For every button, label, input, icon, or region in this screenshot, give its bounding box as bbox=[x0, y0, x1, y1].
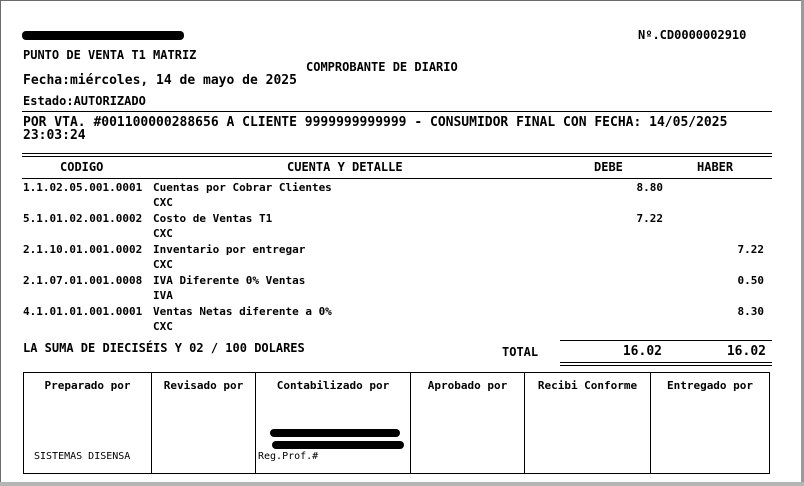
row-haber: 7.22 bbox=[737, 243, 764, 256]
signature-preparado bbox=[24, 373, 152, 473]
row-debe: 8.80 bbox=[636, 181, 663, 194]
description-line-1: POR VTA. #001100000288656 A CLIENTE 9999999999999 - CONSUMIDOR FINAL CON FECHA: 14/05/2025 bbox=[23, 115, 728, 130]
total-bottom-line bbox=[560, 362, 772, 363]
table-top-line-2 bbox=[22, 156, 772, 157]
signature-header: Revisado por bbox=[163, 379, 244, 392]
row-codigo: 2.1.10.01.001.0002 bbox=[23, 243, 143, 256]
fecha-label: Fecha:miércoles, 14 de mayo de 2025 bbox=[23, 73, 297, 88]
redacted-accountant-id bbox=[272, 441, 404, 449]
column-header-haber: HABER bbox=[697, 160, 734, 174]
row-codigo: 4.1.01.01.001.0001 bbox=[23, 305, 143, 318]
signature-table bbox=[23, 372, 770, 474]
row-codigo: 1.1.02.05.001.0001 bbox=[23, 181, 143, 194]
row-codigo: 5.1.01.02.001.0002 bbox=[23, 212, 143, 225]
signature-entregado bbox=[651, 373, 769, 473]
row-debe: 7.22 bbox=[636, 212, 663, 225]
table-top-line bbox=[22, 153, 772, 154]
total-top-line bbox=[560, 340, 772, 341]
description-line-2: 23:03:24 bbox=[23, 128, 86, 143]
signature-revisado bbox=[152, 373, 256, 473]
row-detalle: IVA bbox=[153, 289, 173, 302]
row-detalle: CXC bbox=[153, 227, 173, 240]
row-cuenta: Inventario por entregar bbox=[153, 243, 306, 256]
redacted-company-name bbox=[22, 31, 184, 40]
preparado-name: SISTEMAS DISENSA bbox=[34, 451, 131, 462]
total-debe: 16.02 bbox=[622, 344, 662, 359]
row-cuenta: Ventas Netas diferente a 0% bbox=[153, 305, 332, 318]
column-header-cuenta: CUENTA Y DETALLE bbox=[287, 160, 403, 174]
row-haber: 0.50 bbox=[737, 274, 764, 287]
row-detalle: CXC bbox=[153, 258, 173, 271]
row-detalle: CXC bbox=[153, 320, 173, 333]
signature-header: Entregado por bbox=[666, 379, 754, 392]
column-header-codigo: CODIGO bbox=[60, 160, 104, 174]
signature-contabilizado bbox=[256, 373, 411, 473]
signature-recibi bbox=[525, 373, 651, 473]
signature-aprobado bbox=[411, 373, 525, 473]
reg-prof-label: Reg.Prof.# bbox=[258, 451, 319, 462]
suma-en-letras: LA SUMA DE DIECISÉIS Y 02 / 100 DOLARES bbox=[23, 341, 305, 355]
signature-header: Contabilizado por bbox=[276, 379, 390, 392]
table-header-bottom-line bbox=[22, 178, 772, 179]
row-cuenta: Cuentas por Cobrar Clientes bbox=[153, 181, 332, 194]
row-cuenta: Costo de Ventas T1 bbox=[153, 212, 273, 225]
total-haber: 16.02 bbox=[726, 344, 766, 359]
estado-label: Estado:AUTORIZADO bbox=[23, 94, 146, 108]
divider bbox=[22, 111, 772, 112]
row-codigo: 2.1.07.01.001.0008 bbox=[23, 274, 143, 287]
total-label: TOTAL bbox=[502, 345, 539, 359]
row-haber: 8.30 bbox=[737, 305, 764, 318]
document-number: Nº.CD0000002910 bbox=[638, 28, 747, 42]
redacted-accountant-name bbox=[270, 429, 400, 437]
document-title: COMPROBANTE DE DIARIO bbox=[306, 60, 458, 74]
punto-de-venta: PUNTO DE VENTA T1 MATRIZ bbox=[23, 48, 197, 62]
total-bottom-line-2 bbox=[560, 365, 772, 366]
column-header-debe: DEBE bbox=[594, 160, 623, 174]
signature-header: Recibi Conforme bbox=[537, 379, 638, 392]
signature-header: Preparado por bbox=[44, 379, 131, 392]
window-bottom-edge bbox=[0, 482, 804, 486]
row-detalle: CXC bbox=[153, 196, 173, 209]
signature-header: Aprobado por bbox=[427, 379, 508, 392]
row-cuenta: IVA Diferente 0% Ventas bbox=[153, 274, 306, 287]
